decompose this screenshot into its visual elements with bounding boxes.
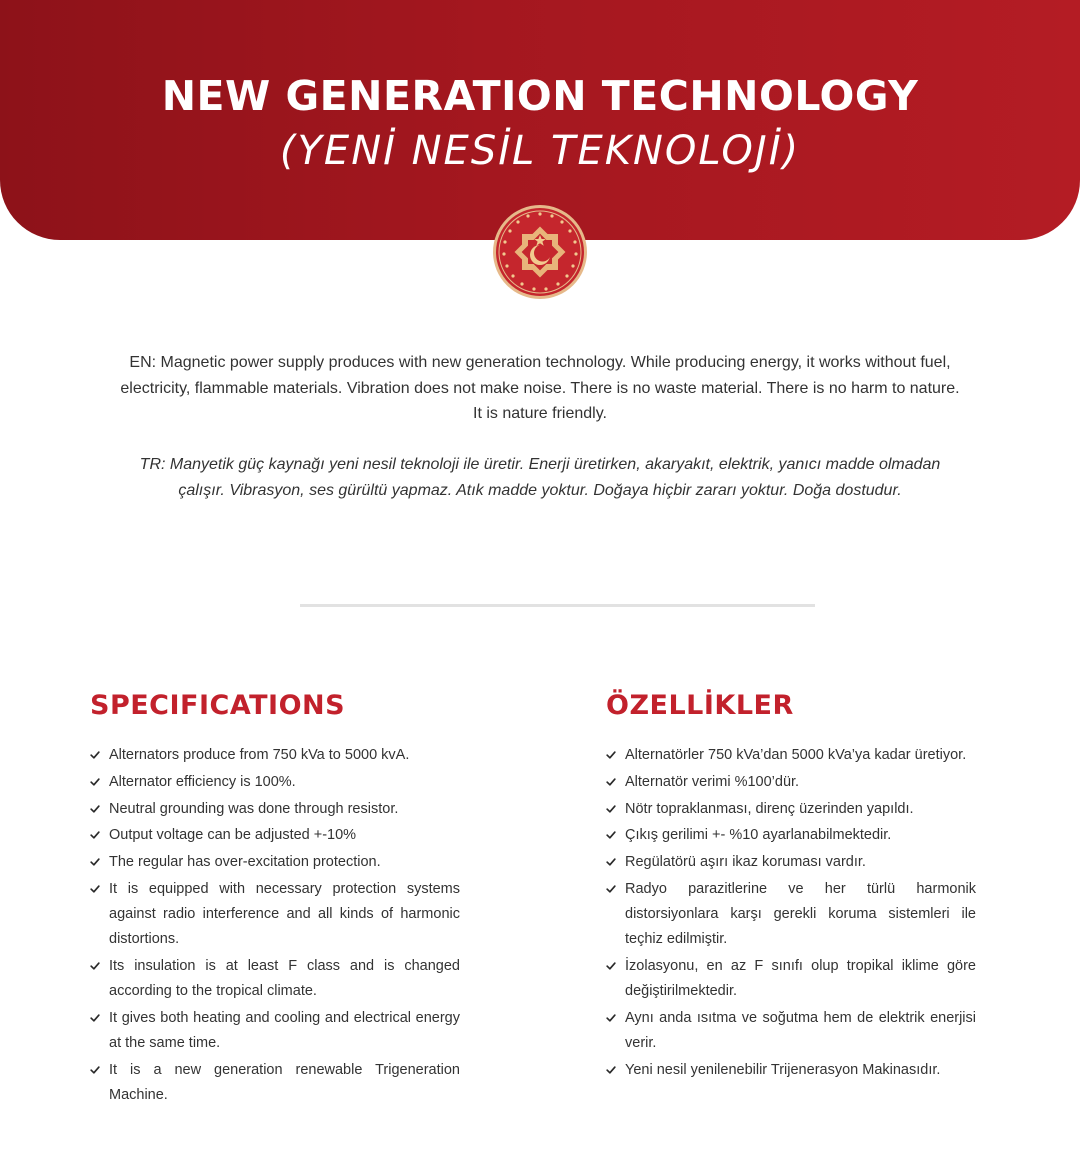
ozellikler-title: ÖZELLİKLER [606, 690, 794, 721]
list-item [90, 877, 460, 953]
ozellikler-section [606, 688, 976, 1085]
check-icon [90, 777, 100, 787]
list-item [90, 770, 460, 795]
list-item-text: Alternatörler 750 kVa’dan 5000 kVa’ya kadar üretiyor. [625, 747, 967, 763]
specifications-section [90, 688, 460, 1110]
list-item-text: Alternatör verimi %100’dür. [625, 773, 800, 790]
check-icon [90, 857, 100, 867]
list-item-text: Output voltage can be adjusted +-10% [109, 827, 357, 844]
check-icon [606, 884, 616, 894]
check-icon [606, 857, 616, 867]
check-icon [606, 1013, 616, 1023]
check-icon [90, 884, 100, 894]
list-item [90, 1058, 460, 1108]
list-item-text: Nötr topraklanması, direnç üzerinden yapıldı. [625, 800, 914, 817]
check-icon [90, 961, 100, 971]
list-item-text: Alternator efficiency is 100%. [109, 773, 296, 790]
check-icon [606, 804, 616, 814]
page-subtitle: (YENİ NESİL TEKNOLOJİ) [279, 128, 801, 174]
list-item-text: It is equipped with necessary protection systems against radio interference and all kinds of harmonic distortions. [109, 880, 460, 948]
list-item-text: Alternators produce from 750 kVa to 5000 kvA. [109, 747, 410, 763]
list-item [90, 823, 460, 848]
list-item [90, 850, 460, 875]
check-icon [90, 1065, 100, 1075]
list-item [606, 850, 976, 875]
list-item [606, 743, 976, 768]
list-item [606, 823, 976, 848]
check-icon [90, 750, 100, 760]
page-title: NEW GENERATION TECHNOLOGY [161, 72, 919, 120]
specifications-title: SPECIFICATIONS [90, 690, 346, 721]
list-item [606, 877, 976, 953]
list-item [90, 1006, 460, 1056]
check-icon [606, 750, 616, 760]
list-item [90, 743, 460, 768]
list-item-text: Neutral grounding was done through resistor. [109, 800, 399, 817]
specifications-list [90, 743, 460, 1109]
list-item [606, 797, 976, 822]
check-icon [606, 830, 616, 840]
list-item-text: Radyo parazitlerine ve her türlü harmonik distorsiyonlara karşı gerekli koruma sistemleri ile teçhiz edilmiştir. [625, 880, 976, 948]
list-item [606, 954, 976, 1004]
description-turkish: TR: Manyetik güç kaynağı yeni nesil teknoloji ile üretir. Enerji üretirken, akaryakıt, elektrik, yanıcı madde olmadan çalışır. Vibrasyon, ses gürültü yapmaz. Atık madde yoktur. Doğaya hiçbir zararı yoktur. Doğa dostudur. [139, 456, 941, 499]
list-item-text: It gives both heating and cooling and electrical energy at the same time. [109, 1010, 460, 1052]
list-item-text: İzolasyonu, en az F sınıfı olup tropikal iklime göre değiştirilmektedir. [625, 958, 976, 1000]
list-item [606, 1058, 976, 1083]
list-item [606, 1006, 976, 1056]
list-item-text: Regülatörü aşırı ikaz koruması vardır. [625, 854, 866, 871]
ozellikler-list [606, 743, 976, 1083]
check-icon [90, 804, 100, 814]
description-english: EN: Magnetic power supply produces with new generation technology. While producing energy, it works without fuel, electricity, flammable materials. Vibration does not make noise. There is no waste material. There is no harm to nature. It is nature friendly. [120, 354, 960, 422]
list-item-text: Yeni nesil yenilenebilir Trijenerasyon Makinasıdır. [625, 1062, 941, 1079]
list-item-text: Aynı anda ısıtma ve soğutma hem de elektrik enerjisi verir. [625, 1010, 976, 1052]
check-icon [606, 1065, 616, 1075]
list-item [90, 797, 460, 822]
list-item [90, 954, 460, 1004]
list-item-text: The regular has over-excitation protection. [109, 854, 381, 871]
check-icon [90, 1013, 100, 1023]
check-icon [606, 777, 616, 787]
section-divider [300, 604, 815, 607]
list-item-text: It is a new generation renewable Trigeneration Machine. [109, 1062, 460, 1104]
list-item [606, 770, 976, 795]
check-icon [90, 830, 100, 840]
check-icon [606, 961, 616, 971]
list-item-text: Its insulation is at least F class and is changed according to the tropical climate. [109, 958, 460, 1000]
list-item-text: Çıkış gerilimi +- %10 ayarlanabilmektedir. [625, 827, 892, 844]
turkish-republic-seal-icon [492, 204, 588, 300]
